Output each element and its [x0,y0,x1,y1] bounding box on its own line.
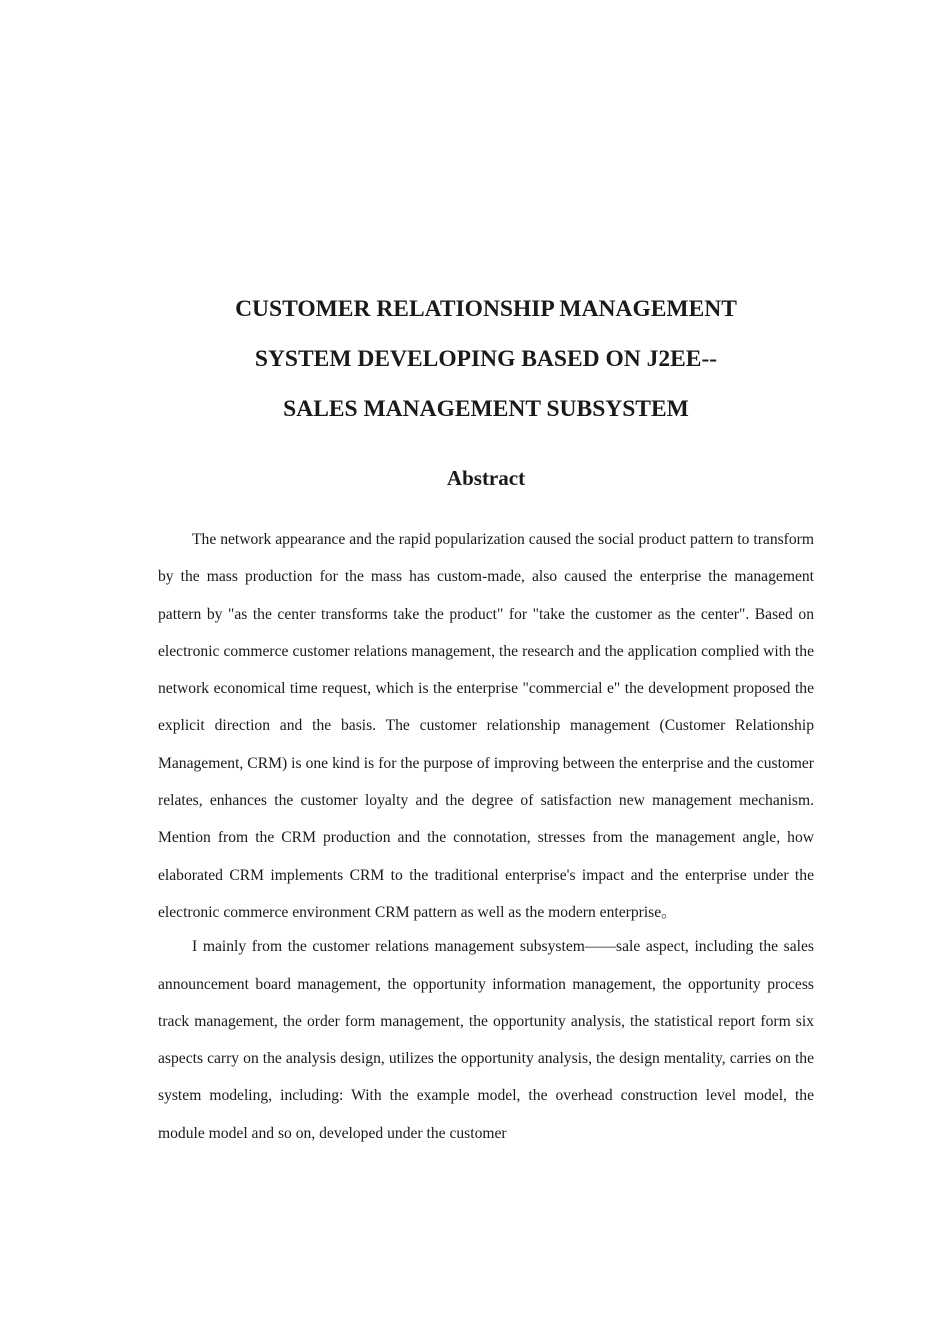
abstract-paragraph-1: The network appearance and the rapid popularization caused the social product pattern to transform by the mass production for the mass has custom-made, also caused the enterprise the management pattern by "as the center transforms take the product" for "take the customer as the center". Based on electronic commerce customer relations management, the research and the application complied with the network economical time request, which is the enterprise "commercial e" the development proposed the explicit direction and the basis. The customer relationship management (Customer Relationship Management, CRM) is one kind is for the purpose of improving between the enterprise and the customer relates, enhances the customer loyalty and the degree of satisfaction new management mechanism. Mention from the CRM production and the connotation, stresses from the management angle, how elaborated CRM implements CRM to the traditional enterprise's impact and the enterprise under the electronic commerce environment CRM pattern as well as the modern enterprise。 [158,531,814,921]
abstract-heading: Abstract [446,466,526,490]
paper-title [0,284,950,434]
abstract-body [158,521,814,1149]
abstract-paragraph-2: I mainly from the customer relations management subsystem——sale aspect, including the sales announcement board management, the opportunity information management, the opportunity process track management, the order form management, the opportunity analysis, the statistical report form six aspects carry on the analysis design, utilizes the opportunity analysis, the design mentality, carries on the system modeling, including: With the example model, the overhead construction level model, the module model and so on, developed under the customer [158,938,814,1142]
title-line-2: SYSTEM DEVELOPING BASED ON J2EE-- [254,346,718,372]
title-line-3: SALES MANAGEMENT SUBSYSTEM [283,396,689,422]
title-line-1: CUSTOMER RELATIONSHIP MANAGEMENT [235,296,737,322]
